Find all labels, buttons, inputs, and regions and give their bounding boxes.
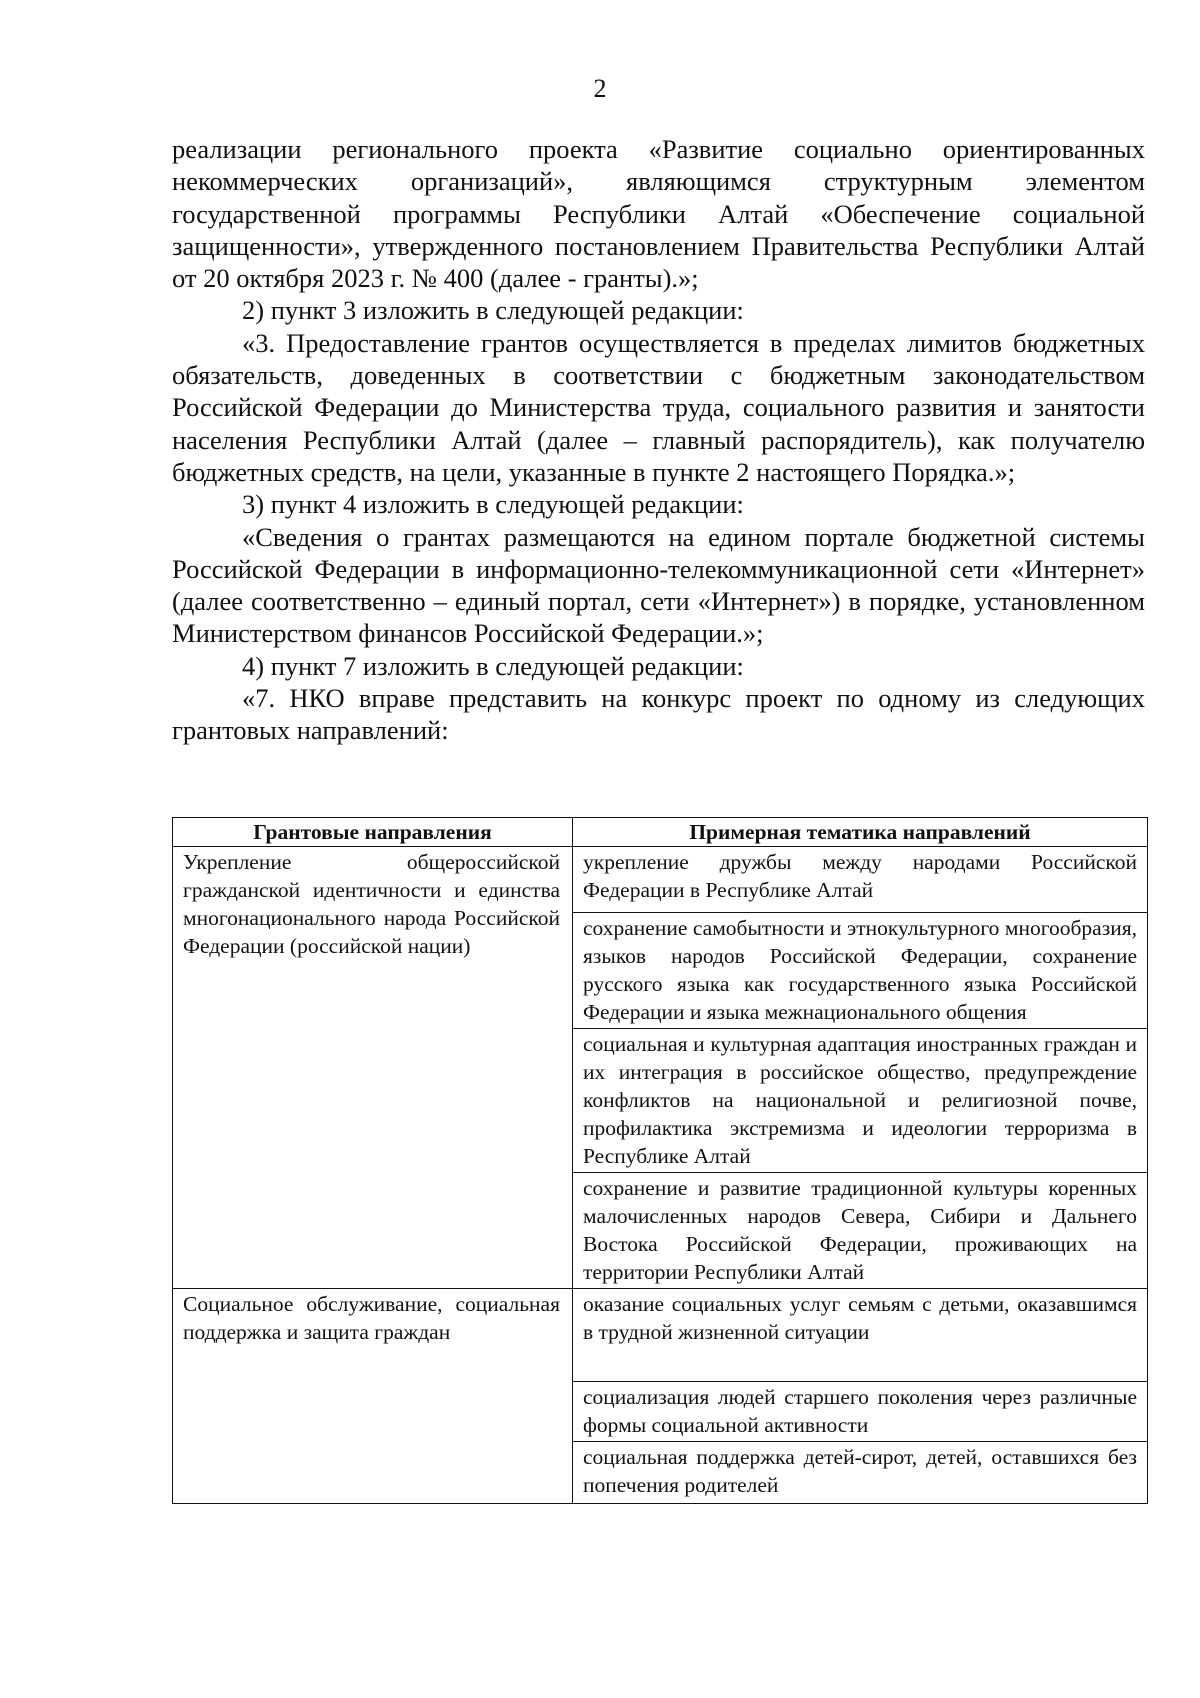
table-row xyxy=(173,847,1148,913)
paragraph-clause-7: «7. НКО вправе представить на конкурс проект по одному из следующих грантовых направлений: xyxy=(172,683,1145,746)
paragraph-continuation: реализации регионального проекта «Развитие социально ориентированных некоммерческих организаций», являющимся структурным элементом государственной программы Республики Алтай «Обеспечение социальной защищенности», утвержденного постановлением Правительства Республики Алтай от 20 октября 2023 г. № 400 (далее - гранты).»; xyxy=(172,134,1145,294)
table-row xyxy=(173,1289,1148,1382)
body-text xyxy=(172,133,1145,747)
topic-cell: социализация людей старшего поколения через различные формы социальной активности xyxy=(573,1382,1148,1442)
topic-cell: социальная поддержка детей-сирот, детей, оставшихся без попечения родителей xyxy=(573,1442,1148,1504)
paragraph-clause-4: «Сведения о грантах размещаются на едином портале бюджетной системы Российской Федерации в информационно-телекоммуникационной сети «Интернет» (далее соответственно – единый портал, сети «Интернет») в порядке, установленном Министерством финансов Российской Федерации.»; xyxy=(172,521,1145,649)
paragraph-item-2: 2) пункт 3 изложить в следующей редакции: xyxy=(242,295,744,326)
paragraph-clause-3: «3. Предоставление грантов осуществляется в пределах лимитов бюджетных обязательств, доведенных в соответствии с бюджетным законодательством Российской Федерации до Министерства труда, социального развития и занятости населения Республики Алтай (далее – главный распорядитель), как получателю бюджетных средств, на цели, указанные в пункте 2 настоящего Порядка.»; xyxy=(172,327,1145,487)
topic-cell: сохранение и развитие традиционной культуры коренных малочисленных народов Севера, Сибири и Дальнего Востока Российской Федерации, проживающих на территории Республики Алтай xyxy=(573,1173,1148,1289)
direction-cell: Социальное обслуживание, социальная поддержка и защита граждан xyxy=(173,1289,573,1504)
header-grant-directions: Грантовые направления xyxy=(173,818,573,847)
topic-cell: оказание социальных услуг семьям с детьми, оказавшимся в трудной жизненной ситуации xyxy=(573,1289,1148,1382)
topic-cell: укрепление дружбы между народами Российской Федерации в Республике Алтай xyxy=(573,847,1148,913)
page-number: 2 xyxy=(593,74,607,103)
table-header-row xyxy=(173,818,1148,847)
topic-cell: сохранение самобытности и этнокультурного многообразия, языков народов Российской Федерации, сохранение русского языка как государственного языка Российской Федерации и языка межнационального общения xyxy=(573,913,1148,1029)
header-topics: Примерная тематика направлений xyxy=(573,818,1148,847)
direction-cell: Укрепление общероссийской гражданской идентичности и единства многонационального народа Российской Федерации (российской нации) xyxy=(173,847,573,1289)
paragraph-item-3: 3) пункт 4 изложить в следующей редакции: xyxy=(242,489,744,520)
grant-directions-table xyxy=(172,817,1148,1504)
topic-cell: социальная и культурная адаптация иностранных граждан и их интеграция в российское общество, предупреждение конфликтов на национальной и религиозной почве, профилактика экстремизма и идеологии терроризма в Республике Алтай xyxy=(573,1029,1148,1173)
paragraph-item-4: 4) пункт 7 изложить в следующей редакции: xyxy=(242,650,744,681)
